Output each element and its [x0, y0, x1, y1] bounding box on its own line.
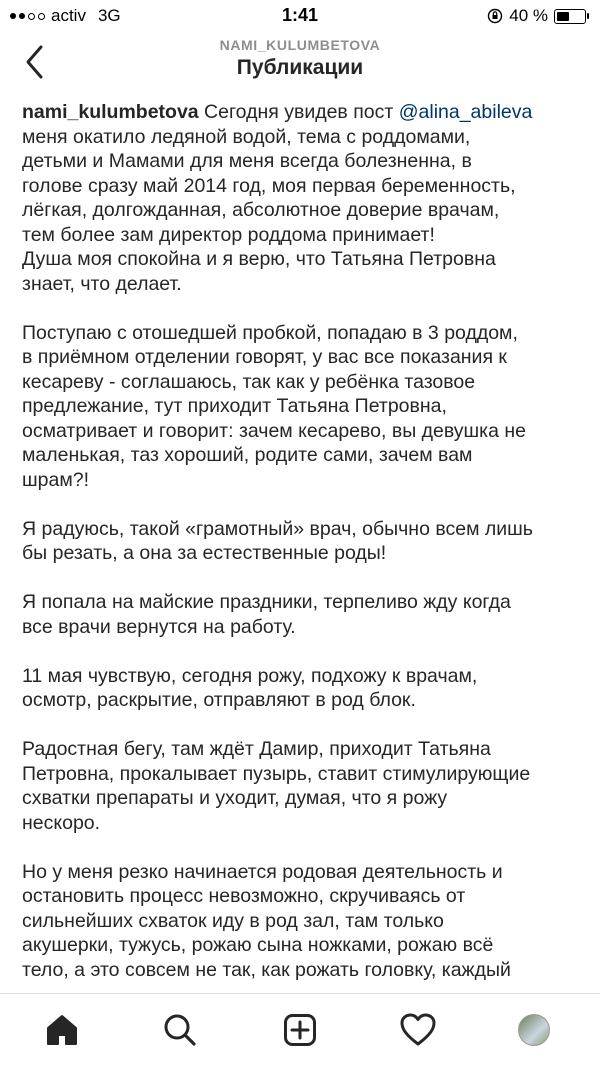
battery-percent: 40 % [509, 6, 548, 25]
caption-paragraph: Поступаю с отошедшей пробкой, попадаю в 3 роддом, в приёмном отделении говорят, у вас все показания к кесареву - соглашаюсь, так как у ребёнка тазовое предлежание, тут приходит Татьяна Петровна, осматривает и говорит: зачем кесарево, вы девушка не маленькая, таз хороший, родите сами, зачем вам шрам?! [22, 321, 527, 491]
paragraph-spacer [22, 492, 588, 517]
caption-paragraph: Я попала на майские праздники, терпеливо жду когда все врачи вернутся на работу. [22, 591, 511, 638]
caption-paragraph: 11 мая чувствую, сегодня рожу, подхожу к врачам, осмотр, раскрытие, отправляют в род блок. [22, 664, 478, 711]
carrier-name: activ [51, 6, 86, 25]
home-icon [45, 1013, 79, 1047]
caption-paragraph: Радостная бегу, там ждёт Дамир, приходит Татьяна Петровна, прокалывает пузырь, ставит стимулирующие схватки препараты и уходит, думая, что я рожу нескоро. [22, 738, 531, 834]
paragraph-spacer [22, 713, 588, 738]
clock: 1:41 [281, 5, 319, 25]
paragraph-spacer [22, 835, 588, 860]
navigation-header [0, 34, 600, 92]
caption-first-paragraph [22, 100, 588, 247]
profile-avatar [518, 1014, 550, 1046]
tab-activity[interactable] [398, 1010, 438, 1050]
tab-new-post[interactable] [280, 1010, 320, 1050]
battery-area [487, 6, 586, 26]
orientation-lock-icon [487, 8, 503, 24]
network-type: 3G [97, 6, 121, 25]
paragraph-spacer [22, 566, 588, 591]
battery-icon [554, 9, 586, 24]
tab-search[interactable] [160, 1010, 200, 1050]
caption-paragraph: Но у меня резко начинается родовая деятельность и остановить процесс невозможно, скручиваясь от сильнейших схваток иду в род зал, там только акушерки, тужусь, рожаю сына ножками, рожаю всё тело, а это совсем не так, как рожать головку, каждый [22, 860, 511, 981]
tab-profile[interactable] [514, 1010, 554, 1050]
status-bar [0, 0, 600, 34]
caption-paragraph: Я радуюсь, такой «грамотный» врач, обычно всем лишь бы резать, а она за естественные роды! [22, 517, 533, 564]
tab-home[interactable] [42, 1010, 82, 1050]
header-username: NAMI_KULUMBETOVA [219, 37, 381, 53]
caption-paragraph: Душа моя спокойна и я верю, что Татьяна Петровна знает, что делает. [22, 248, 496, 295]
activity-heart-icon [400, 1013, 436, 1047]
caption-text: Сегодня увидев пост [198, 101, 399, 123]
post-caption [22, 100, 588, 993]
caption-text: меня окатило ледяной водой, тема с роддомами, детьми и Мамами для меня всегда болезненна, в голове сразу май 2014 год, моя первая беременность, лёгкая, долгожданная, абсолютное доверие врачам, тем более зам директор роддома принимает! [22, 125, 516, 246]
paragraph-spacer [22, 296, 588, 321]
new-post-icon [283, 1013, 317, 1047]
bottom-tab-bar [0, 993, 600, 1067]
page-title: Публикации [236, 56, 364, 79]
search-icon [163, 1013, 197, 1047]
author-username[interactable]: nami_kulumbetova [22, 101, 199, 123]
paragraph-spacer [22, 639, 588, 664]
mention-link[interactable]: @alina_abileva [398, 101, 533, 123]
